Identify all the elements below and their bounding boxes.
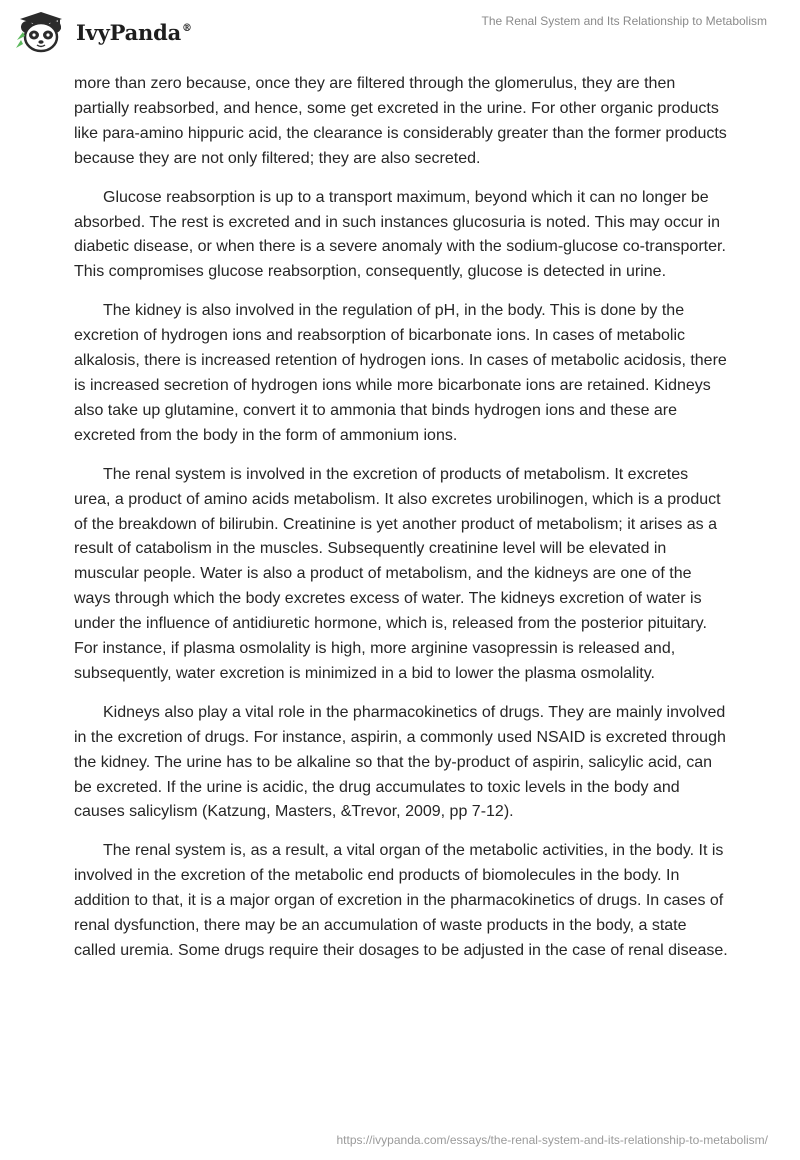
- source-url-link[interactable]: https://ivypanda.com/essays/the-renal-system-and-its-relationship-to-metabolism/: [336, 1133, 768, 1147]
- brand-name: IvyPanda®: [76, 19, 192, 45]
- paragraph: The kidney is also involved in the regulation of pH, in the body. This is done by the excretion of hydrogen ions and reabsorption of bicarbonate ions. In cases of metabolic alkalosis, there is increased retention of hydrogen ions. In cases of metabolic acidosis, there is increased secretion of hydrogen ions while more bicarbonate ions are retained. Kidneys also take up glutamine, convert it to ammonia that binds hydrogen ions and these are excreted from the body in the form of ammonium ions.: [74, 302, 727, 444]
- paragraph: The renal system is involved in the excretion of products of metabolism. It excretes urea, a product of amino acids metabolism. It also excretes urobilinogen, which is a product of the breakdown of bilirubin. Creatinine is yet another product of metabolism; it arises as a result of catabolism in the muscles. Subsequently creatinine level will be elevated in muscular people. Water is also a product of metabolism, and the kidneys are one of the ways through which the body excretes excess of water. The kidneys excretion of water is under the influence of antidiuretic hormone, which is, released from the posterior pituitary. For instance, if plasma osmolality is high, more arginine vasopressin is released and, subsequently, water excretion is minimized in a bid to lower the plasma osmolality.: [74, 465, 721, 682]
- page-header: [0, 0, 800, 64]
- panda-mascot-icon: [14, 10, 72, 54]
- paragraph: more than zero because, once they are filtered through the glomerulus, they are then partially reabsorbed, and hence, some get excreted in the urine. For other organic products like para-amino hippuric acid, the clearance is considerably greater than the former products because they are not only filtered; they are also secreted.: [74, 75, 727, 167]
- registered-mark: ®: [182, 22, 192, 34]
- ivypanda-logo[interactable]: [14, 10, 192, 54]
- essay-body: [74, 72, 729, 978]
- paragraph: Kidneys also play a vital role in the pharmacokinetics of drugs. They are mainly involved in the excretion of drugs. For instance, aspirin, a commonly used NSAID is excreted through the kidney. The urine has to be alkaline so that the by-product of aspirin, salicylic acid, can be excreted. If the urine is acidic, the drug accumulates to toxic levels in the body and causes salicylism (Katzung, Masters, &Trevor, 2009, pp 7-12).: [74, 703, 726, 821]
- document-title: The Renal System and Its Relationship to Metabolism: [481, 14, 767, 28]
- paragraph: The renal system is, as a result, a vital organ of the metabolic activities, in the body. It is involved in the excretion of the metabolic end products of biomolecules in the body. In addition to that, it is a major organ of excretion in the pharmacokinetics of drugs. In cases of renal dysfunction, there may be an accumulation of waste products in the body, a state called uremia. Some drugs require their dosages to be adjusted in the case of renal disease.: [74, 842, 728, 959]
- paragraph: Glucose reabsorption is up to a transport maximum, beyond which it can no longer be absorbed. The rest is excreted and in such instances glucosuria is noted. This may occur in diabetic disease, or when there is a severe anomaly with the sodium-glucose co-transporter. This compromises glucose reabsorption, consequently, glucose is detected in urine.: [74, 188, 726, 281]
